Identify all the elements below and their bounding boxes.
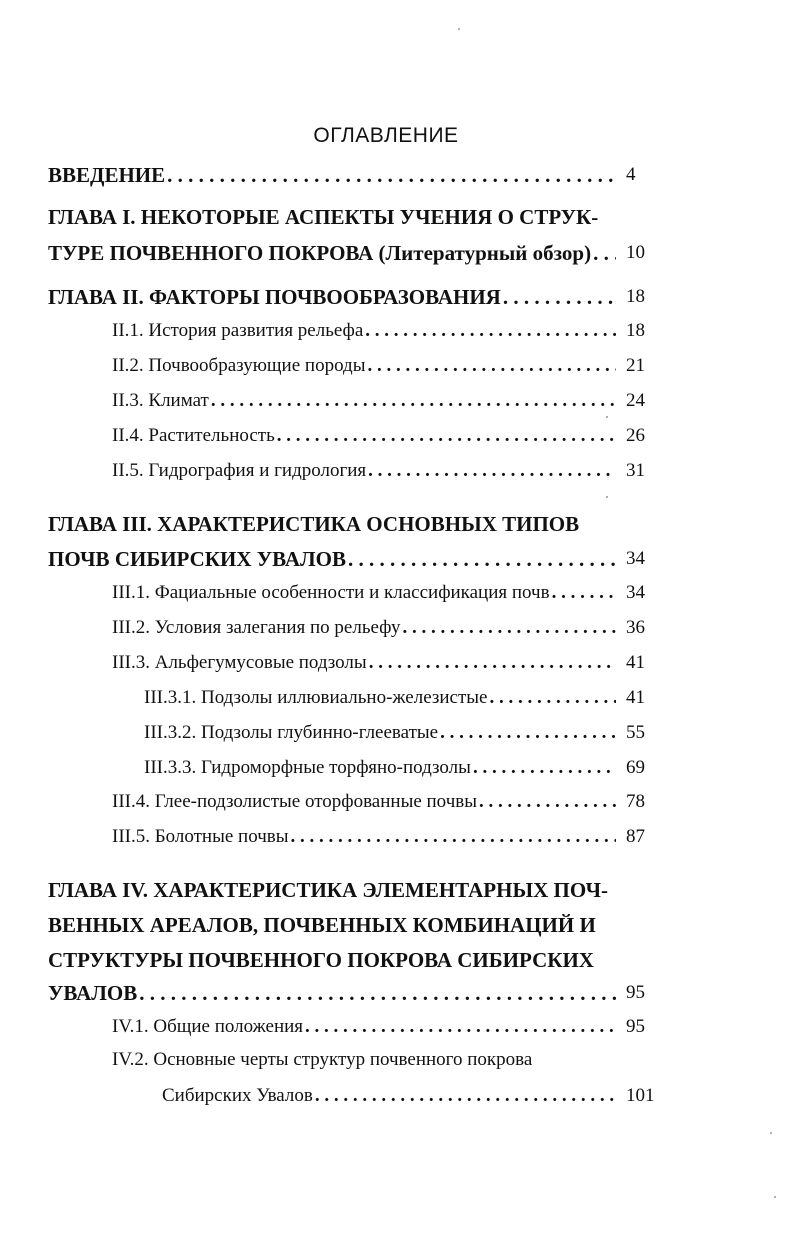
- dot-leader: [167, 162, 616, 188]
- scan-speck: [774, 1196, 776, 1198]
- scan-speck: [606, 496, 608, 498]
- dot-leader: [315, 1083, 616, 1109]
- toc-page-number: 18: [626, 286, 645, 307]
- toc-entry-text: II.5. Гидрография и гидрология: [112, 460, 367, 481]
- toc-page-number: 21: [626, 355, 645, 376]
- dot-leader: [211, 388, 616, 414]
- toc-page-number: 41: [626, 652, 645, 673]
- toc-page-number: 4: [626, 164, 636, 185]
- toc-entry-text: III.3. Альфегумусовые подзолы: [112, 652, 367, 673]
- toc-chapter-4-line1[interactable]: ГЛАВА IV. ХАРАКТЕРИСТИКА ЭЛЕМЕНТАРНЫХ ПОЧ-: [48, 878, 609, 902]
- toc-entry-text: III.5. Болотные почвы: [112, 826, 289, 847]
- toc-entry-text: III.3.3. Гидроморфные торфяно-подзолы: [144, 757, 471, 778]
- toc-section-3-3[interactable]: [112, 650, 624, 676]
- toc-page-number: 78: [626, 791, 645, 812]
- dot-leader: [305, 1014, 616, 1040]
- dot-leader: [503, 284, 616, 310]
- toc-page-number: 36: [626, 617, 645, 638]
- dot-leader: [593, 240, 616, 266]
- dot-leader: [479, 789, 616, 815]
- toc-chapter-3[interactable]: [48, 546, 624, 572]
- dot-leader: [552, 580, 616, 606]
- dot-leader: [367, 353, 616, 379]
- scan-speck: [606, 416, 608, 418]
- dot-leader: [291, 824, 616, 850]
- dot-leader: [489, 685, 616, 711]
- toc-chapter-4-line3[interactable]: СТРУКТУРЫ ПОЧВЕННОГО ПОКРОВА СИБИРСКИХ: [48, 948, 594, 972]
- scan-speck: [458, 28, 460, 30]
- toc-entry-text: II.2. Почвообразующие породы: [112, 355, 366, 376]
- toc-section-2-2[interactable]: [112, 353, 624, 379]
- scan-speck: [770, 1132, 772, 1134]
- toc-page-number: 26: [626, 425, 645, 446]
- toc-entry-text: III.4. Глее-подзолистые оторфованные почвы: [112, 791, 477, 812]
- toc-entry-introduction[interactable]: [48, 162, 624, 188]
- toc-entry-text: II.3. Климат: [112, 390, 209, 411]
- toc-page-number: 95: [626, 1016, 645, 1037]
- toc-page-number: 10: [626, 242, 645, 263]
- toc-entry-text: III.2. Условия залегания по рельефу: [112, 617, 401, 638]
- toc-subsection-3-3-2[interactable]: [144, 720, 624, 746]
- toc-page-number: 55: [626, 722, 645, 743]
- toc-chapter-4[interactable]: [48, 980, 624, 1006]
- toc-section-2-1[interactable]: [112, 318, 624, 344]
- toc-entry-text: Сибирских Увалов: [162, 1085, 313, 1106]
- toc-chapter-1-line1[interactable]: ГЛАВА I. НЕКОТОРЫЕ АСПЕКТЫ УЧЕНИЯ О СТРУК-: [48, 205, 599, 229]
- toc-chapter-1[interactable]: [48, 240, 624, 266]
- toc-subsection-3-3-3[interactable]: [144, 755, 624, 781]
- toc-entry-text: ГЛАВА II. ФАКТОРЫ ПОЧВООБРАЗОВАНИЯ: [48, 285, 501, 309]
- toc-page-number: 34: [626, 582, 645, 603]
- toc-entry-text: IV.1. Общие положения: [112, 1016, 304, 1037]
- dot-leader: [403, 615, 616, 641]
- toc-page-number: 41: [626, 687, 645, 708]
- toc-page-number: 24: [626, 390, 645, 411]
- dot-leader: [369, 650, 616, 676]
- toc-entry-text: ВВЕДЕНИЕ: [48, 163, 166, 187]
- dot-leader: [440, 720, 616, 746]
- dot-leader: [473, 755, 616, 781]
- toc-subsection-3-3-1[interactable]: [144, 685, 624, 711]
- dot-leader: [139, 980, 616, 1006]
- toc-page-number: 95: [626, 982, 645, 1003]
- toc-page-number: 87: [626, 826, 645, 847]
- dot-leader: [365, 318, 616, 344]
- toc-section-3-5[interactable]: [112, 824, 624, 850]
- toc-page-number: 34: [626, 548, 645, 569]
- toc-page-number: 101: [626, 1085, 655, 1106]
- toc-section-3-4[interactable]: [112, 789, 624, 815]
- toc-section-2-3[interactable]: [112, 388, 624, 414]
- toc-entry-text: III.3.1. Подзолы иллювиально-железистые: [144, 687, 488, 708]
- toc-chapter-3-line1[interactable]: ГЛАВА III. ХАРАКТЕРИСТИКА ОСНОВНЫХ ТИПОВ: [48, 512, 580, 536]
- page-title: ОГЛАВЛЕНИЕ: [313, 124, 459, 147]
- toc-entry-text: УВАЛОВ: [48, 981, 138, 1005]
- toc-chapter-2[interactable]: [48, 284, 624, 310]
- toc-entry-text: III.1. Фациальные особенности и классификация почв: [112, 582, 550, 603]
- toc-chapter-4-line2[interactable]: ВЕННЫХ АРЕАЛОВ, ПОЧВЕННЫХ КОМБИНАЦИЙ И: [48, 913, 596, 937]
- toc-section-3-2[interactable]: [112, 615, 624, 641]
- toc-entry-text: III.3.2. Подзолы глубинно-глееватые: [144, 722, 439, 743]
- dot-leader: [348, 546, 616, 572]
- toc-section-4-1[interactable]: [112, 1014, 624, 1040]
- toc-page-number: 18: [626, 320, 645, 341]
- toc-section-3-1[interactable]: [112, 580, 624, 606]
- toc-section-2-4[interactable]: [112, 423, 624, 449]
- toc-page-number: 31: [626, 460, 645, 481]
- dot-leader: [277, 423, 616, 449]
- toc-section-4-2-line1[interactable]: IV.2. Основные черты структур почвенного покрова: [112, 1049, 533, 1070]
- toc-section-2-5[interactable]: [112, 458, 624, 484]
- toc-entry-text: ПОЧВ СИБИРСКИХ УВАЛОВ: [48, 547, 347, 571]
- dot-leader: [368, 458, 616, 484]
- toc-entry-text: II.1. История развития рельефа: [112, 320, 364, 341]
- toc-entry-text: ТУРЕ ПОЧВЕННОГО ПОКРОВА (Литературный обзор): [48, 241, 592, 265]
- toc-section-4-2[interactable]: [162, 1083, 624, 1109]
- toc-page-number: 69: [626, 757, 645, 778]
- toc-entry-text: II.4. Растительность: [112, 425, 275, 446]
